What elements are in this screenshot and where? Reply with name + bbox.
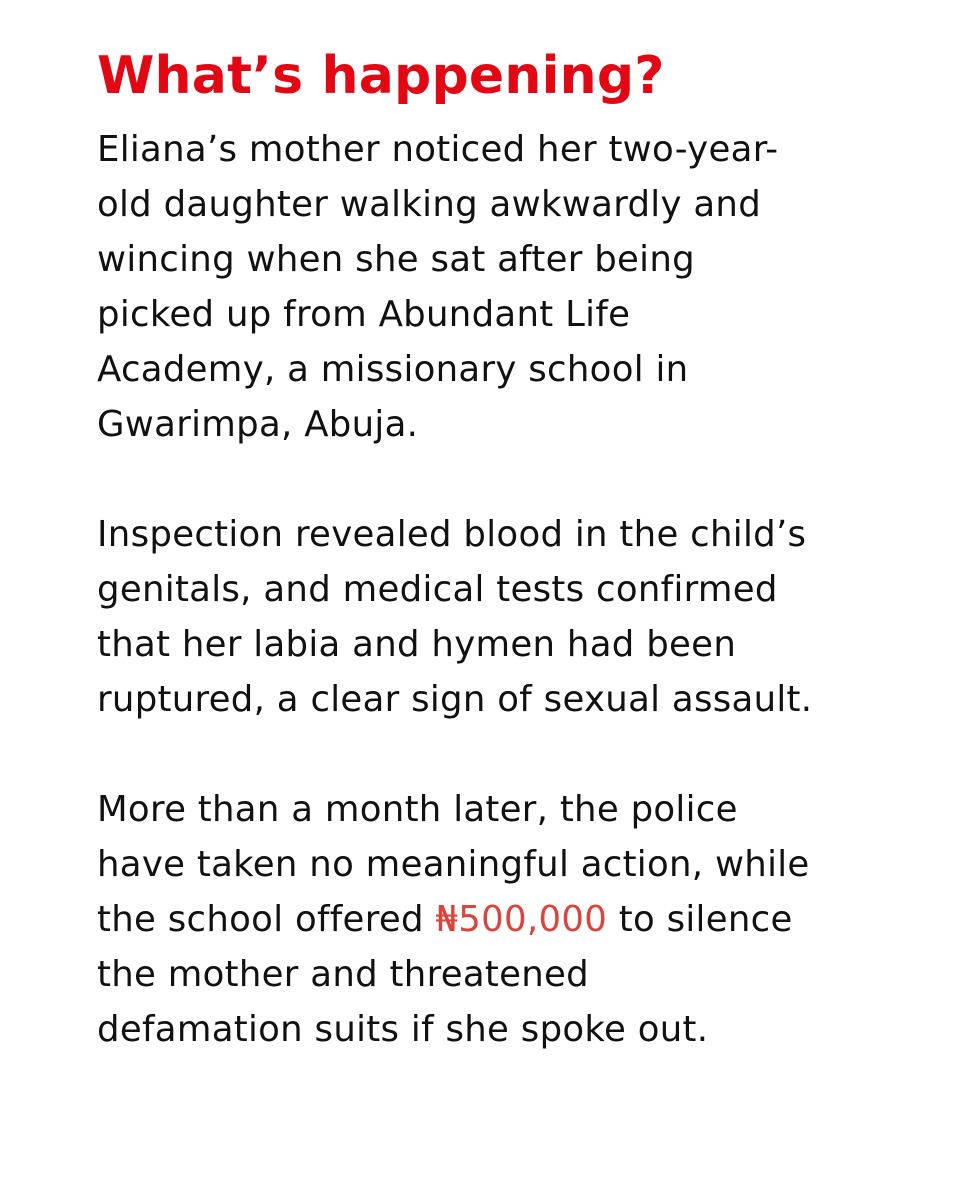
text-line: have taken no meaningful action, while: [97, 844, 810, 885]
article-card: [97, 44, 917, 1057]
paragraph-incident: [97, 122, 917, 452]
page-title: What’s happening?: [97, 46, 665, 106]
text-line: defamation suits if she spoke out.: [97, 1009, 709, 1050]
text-fragment: the school offered: [97, 899, 436, 940]
text-line: genitals, and medical tests confirmed: [97, 569, 778, 610]
text-line: Inspection revealed blood in the child’s: [97, 514, 807, 555]
text-line: Gwarimpa, Abuja.: [97, 404, 419, 445]
text-line: wincing when she sat after being: [97, 239, 695, 280]
amount-highlight: ₦500,000: [435, 899, 608, 940]
text-line: More than a month later, the police: [97, 789, 738, 830]
text-line: the mother and threatened: [97, 954, 590, 995]
paragraph-medical: [97, 507, 917, 727]
text-line: ruptured, a clear sign of sexual assault.: [97, 679, 813, 720]
text-line: old daughter walking awkwardly and: [97, 184, 762, 225]
text-line: that her labia and hymen had been: [97, 624, 737, 665]
text-line-with-amount: [97, 892, 917, 947]
paragraph-response: [97, 782, 917, 1057]
text-line: Eliana’s mother noticed her two-year-: [97, 129, 779, 170]
text-fragment: to silence: [607, 899, 793, 940]
text-line: picked up from Abundant Life: [97, 294, 631, 335]
text-line: Academy, a missionary school in: [97, 349, 689, 390]
